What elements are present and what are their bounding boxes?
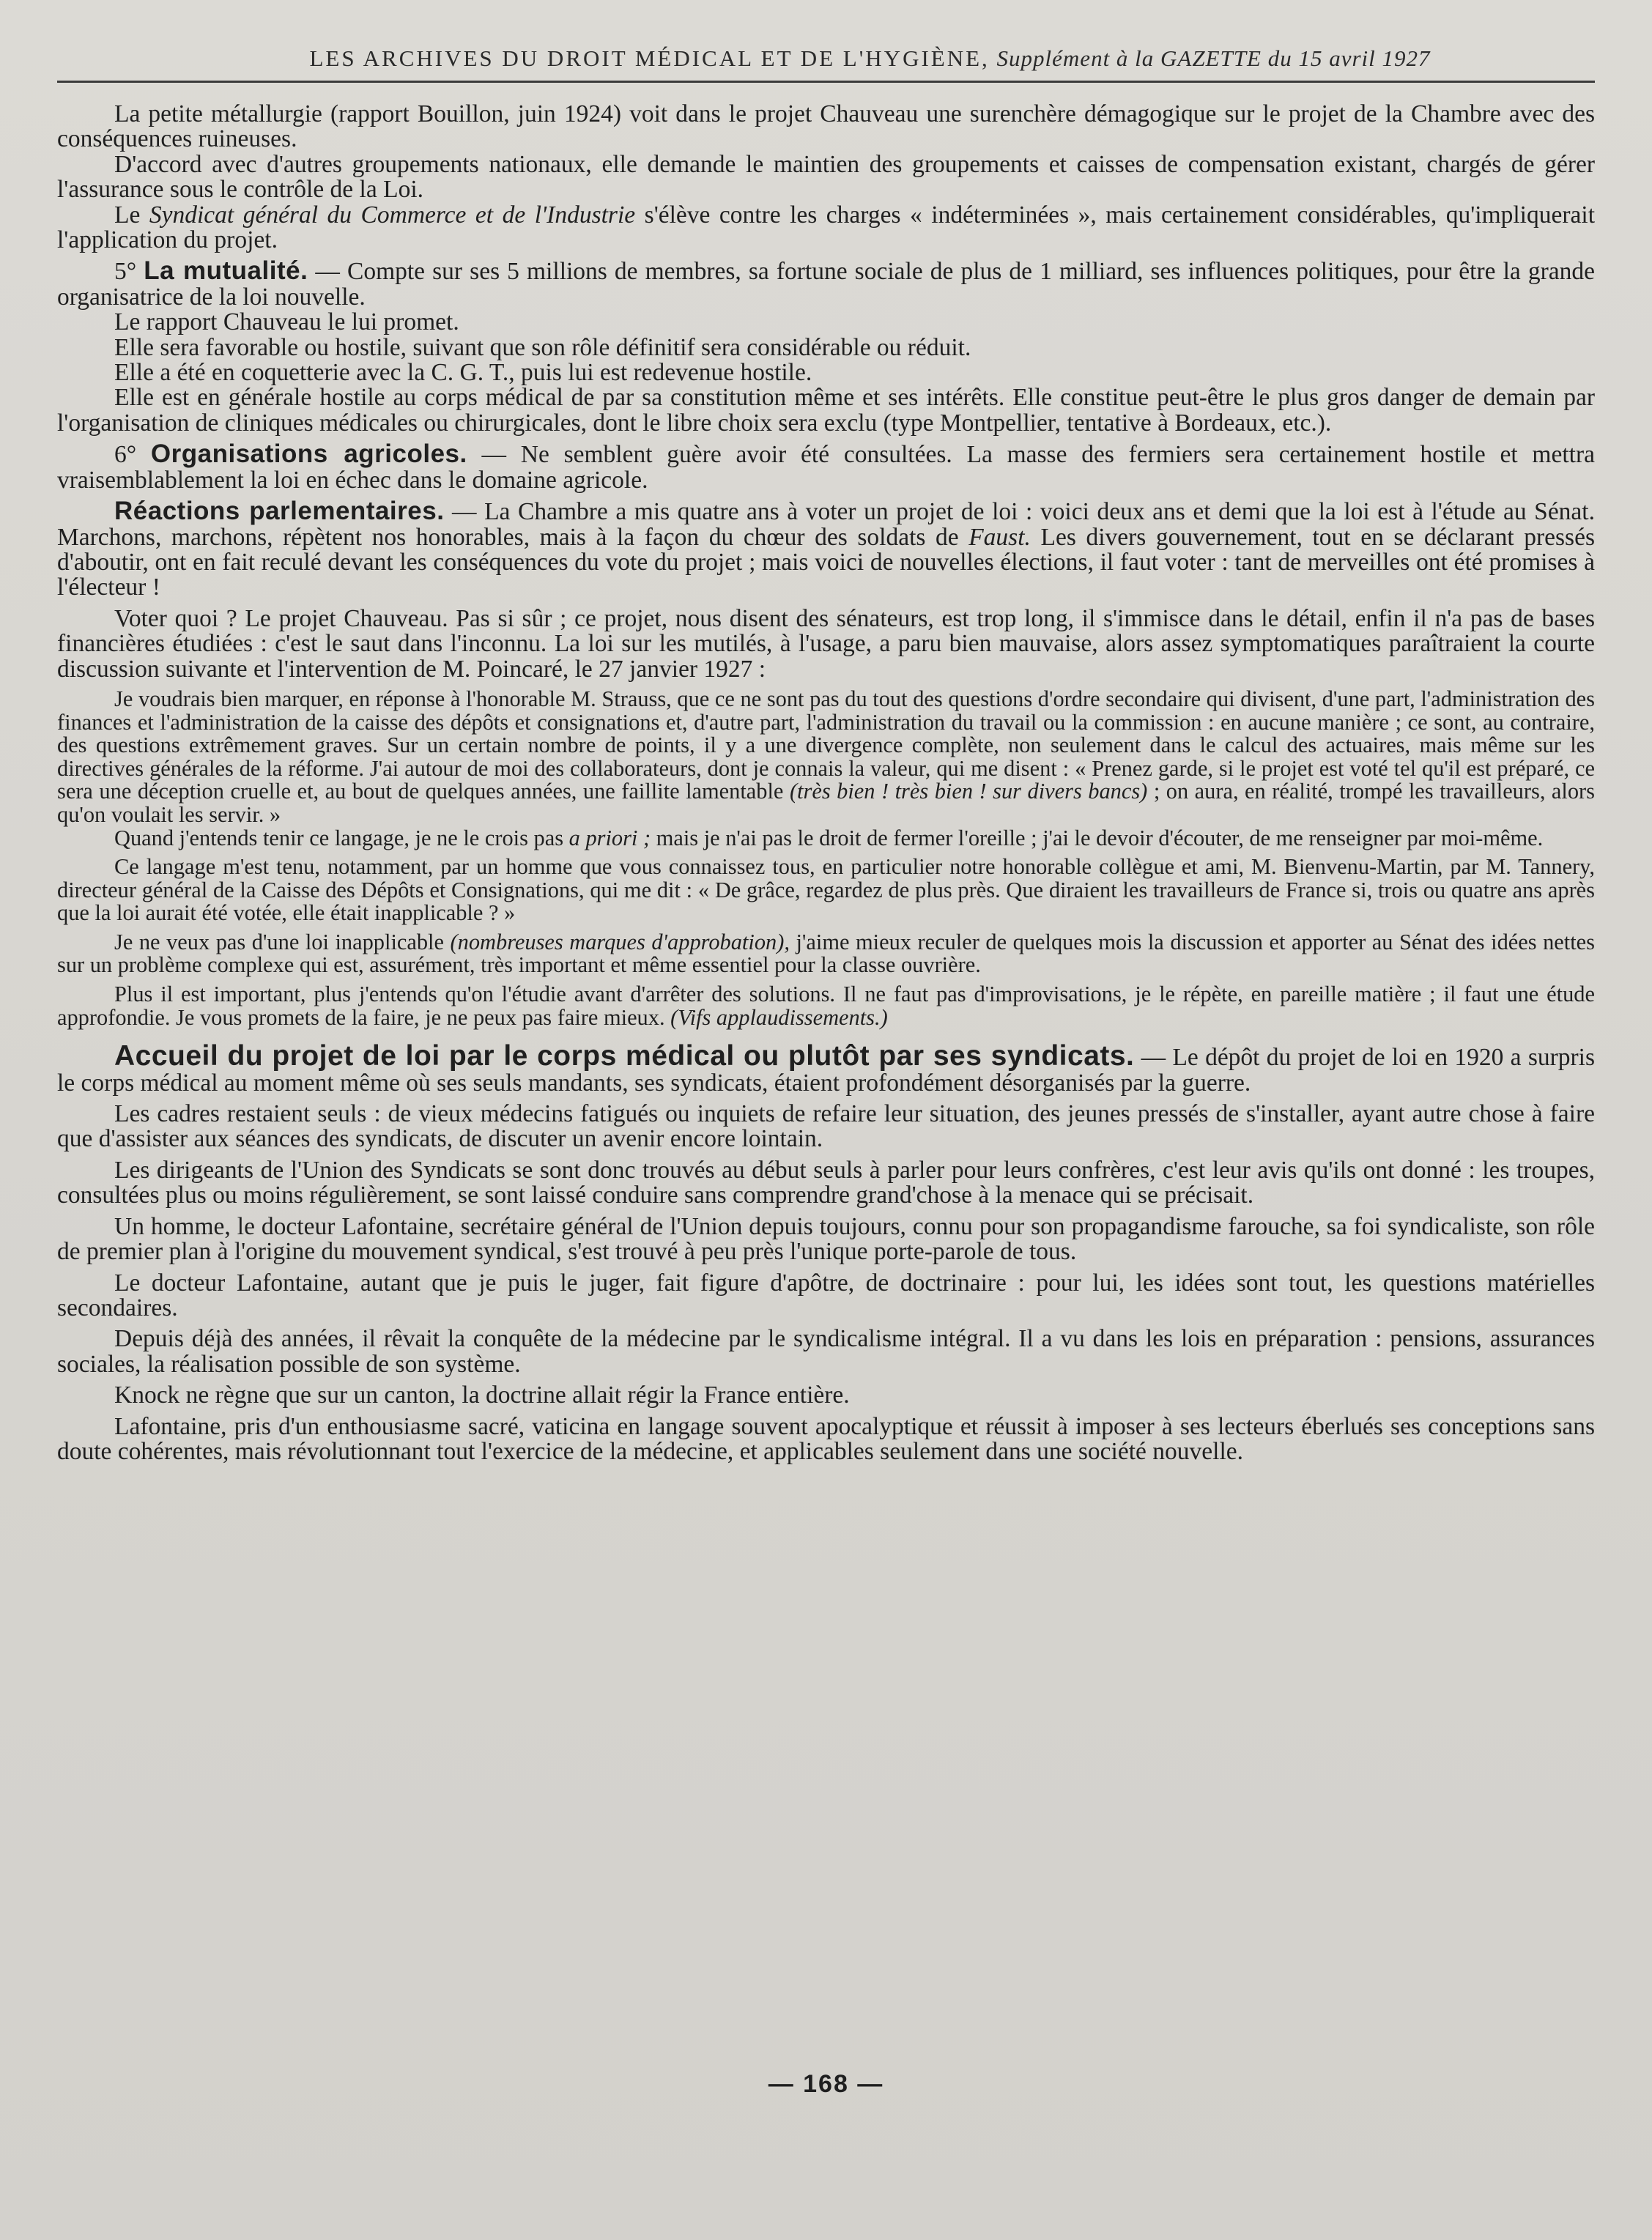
supplement-line: Supplément à la GAZETTE du 15 avril 1927 <box>996 45 1431 71</box>
paragraph-knock: Knock ne règne que sur un canton, la doctrine allait régir la France entière. <box>114 1382 850 1409</box>
quote-poincare-4: Je ne veux pas d'une loi inapplicable (nombreuses marques d'approbation), j'aime mieux reculer de quelques mois la discussion et apporter au Sénat des idées nettes sur un problème complexe qui est, assurément, très important et même essentiel pour la classe ouvrière. <box>57 929 1595 978</box>
paragraph-syndicat-commerce: Le Syndicat général du Commerce et de l'Industrie s'élève contre les charges « indéterminées », mais certainement considérables, qu'impliquerait l'application du projet. <box>57 201 1596 254</box>
paragraph-rapport-chauveau: Le rapport Chauveau le lui promet. <box>114 308 459 336</box>
section-organisations-agricoles: 6° Organisations agricoles. — Ne semblent guère avoir été consultées. La masse des fermiers sera certainement hostile et mettra vraisemblablement la loi en échec dans le domaine agricole. <box>57 440 1595 494</box>
section-heading-accueil: Accueil du projet de loi par le corps médical ou plutôt par ses syndicats. <box>114 1040 1135 1072</box>
paragraph-cadres: Les cadres restaient seuls : de vieux médecins fatigués ou inquiets de refaire leur situation, des jeunes pressés de s'installer, ayant autre chose à faire que d'assister aux séances des syndicats, de discuter un avenir encore lointain. <box>57 1100 1595 1153</box>
section-heading-reactions: Réactions parlementaires. <box>114 497 445 526</box>
paragraph-dirigeants: Les dirigeants de l'Union des Syndicats se sont donc trouvés au début seuls à parler pour leurs confrères, c'est leur avis qu'ils ont donné : les troupes, consultées plus ou moins régulièrement, se sont laissé conduire sans comprendre grand'chose à la menace qui se précisait. <box>57 1156 1595 1209</box>
page-number: — 168 — <box>768 2070 884 2098</box>
section-heading-agricoles: Organisations agricoles. <box>150 440 467 469</box>
journal-title: LES ARCHIVES DU DROIT MÉDICAL ET DE L'HYGIÈNE, <box>309 45 990 71</box>
section-heading-mutualite: La mutualité. <box>144 256 308 286</box>
quote-poincare-1: Je voudrais bien marquer, en réponse à l'honorable M. Strauss, que ce ne sont pas du tout des questions d'ordre secondaire qui divisent, d'une part, l'administration des finances et l'administration de la caisse des dépôts et consignations et, d'autre part, l'administration du travail ou la commission : en aucune manière ; ce sont, au contraire, des questions extrêmement graves. Sur un certain nombre de points, il y a une divergence complète, non seulement dans le calcul des actuaires, mais même sur les directives générales de la réforme. J'ai autour de moi des collaborateurs, dont je connais la valeur, qui me disent : « Prenez garde, si le projet est voté tel qu'il est préparé, ce sera une déception cruelle et, au bout de quelques années, une faillite lamentable (très bien ! très bien ! sur divers bancs) ; on aura, en réalité, trompé les travailleurs, alors qu'on voulait les servir. » <box>57 686 1595 827</box>
paragraph-voter-quoi: Voter quoi ? Le projet Chauveau. Pas si sûr ; ce projet, nous disent des sénateurs, est trop long, il s'immisce dans le détail, enfin il n'a pas de bases financières étudiées : c'est le saut dans l'inconnu. La loi sur les mutilés, à l'usage, a paru bien mauvaise, alors assez symptomatiques paraîtraient la courte discussion suivante et l'intervention de M. Poincaré, le 27 janvier 1927 : <box>57 604 1595 683</box>
syndicat-name: Syndicat général du Commerce et de l'Industrie <box>149 201 636 229</box>
quote-poincare-5: Plus il est important, plus j'entends qu'on l'étudie avant d'arrêter des solutions. Il ne faut pas d'improvisations, je le répète, en pareille matière ; il faut une étude approfondie. Je vous promets de la faire, je ne peux pas faire mieux. (Vifs applaudissements.) <box>57 982 1595 1030</box>
paragraph-enthousiasme: Lafontaine, pris d'un enthousiasme sacré, vaticina en langage souvent apocalyptique et réussit à imposer à ses lecteurs éberlués ses conceptions sans doute cohérentes, mais révolutionnant tout l'exercice de la médecine, et applicables seulement dans une société nouvelle. <box>57 1412 1595 1465</box>
article-body <box>57 102 1595 1464</box>
paragraph-favorable-hostile: Elle sera favorable ou hostile, suivant que son rôle définitif sera considérable ou réduit. <box>114 333 971 361</box>
quote-poincare-3: Ce langage m'est tenu, notamment, par un homme que vous connaissez tous, en particulier notre honorable collègue et ami, M. Bienvenu-Martin, par M. Tannery, directeur général de la Caisse des Dépôts et Consignations, qui me dit : « De grâce, regardez de plus près. Que diraient les travailleurs de France si, trois ou quatre ans après que la loi aurait été votée, elle était inapplicable ? » <box>57 854 1595 926</box>
paragraph-metallurgie: La petite métallurgie (rapport Bouillon, juin 1924) voit dans le projet Chauveau une surenchère démagogique sur le projet de la Chambre avec des conséquences ruineuses. <box>57 100 1595 153</box>
header-rule <box>57 81 1595 83</box>
paragraph-coquetterie: Elle a été en coquetterie avec la C. G. T., puis lui est redevenue hostile. <box>114 359 812 387</box>
quote-poincare-2: Quand j'entends tenir ce langage, je ne le crois pas a priori ; mais je n'ai pas le droit de fermer l'oreille ; j'ai le devoir d'écouter, de me renseigner par moi-même. <box>114 825 1544 850</box>
paragraph-syndicalisme: Depuis déjà des années, il rêvait la conquête de la médecine par le syndicalisme intégral. Il a vu dans les lois en préparation : pensions, assurances sociales, la réalisation possible de son système. <box>57 1325 1595 1378</box>
paragraph-lafontaine-2: Le docteur Lafontaine, autant que je puis le juger, fait figure d'apôtre, de doctrinaire : pour lui, les idées sont tout, les questions matérielles secondaires. <box>57 1269 1595 1321</box>
running-header <box>57 45 1595 72</box>
paragraph-lafontaine-1: Un homme, le docteur Lafontaine, secrétaire général de l'Union depuis toujours, connu pour son propagandisme farouche, sa foi syndicaliste, son rôle de premier plan à l'origine du mouvement syndical, s'est trouvé à peu près l'unique porte-parole de tous. <box>57 1212 1595 1266</box>
paragraph-groupements: D'accord avec d'autres groupements nationaux, elle demande le maintien des groupements et caisses de compensation existant, chargés de gérer l'assurance sous le contrôle de la Loi. <box>57 150 1595 204</box>
section-reactions-parlementaires: Réactions parlementaires. — La Chambre a mis quatre ans à voter un projet de loi : voici deux ans et demi que la loi est à l'étude au Sénat. Marchons, marchons, répètent nos honorables, mais à la façon du chœur des soldats de Faust. Les divers gouvernement, tout en se déclarant pressés d'aboutir, ont en fait reculé devant les conséquences du vote du projet ; mais voici de nouvelles élections, il faut voter : tant de merveilles ont été promises à l'électeur ! <box>57 497 1595 601</box>
paragraph-hostile-corps-medical: Elle est en générale hostile au corps médical de par sa constitution même et ses intérêts. Elle constitue peut-être le plus gros danger de demain par l'organisation de cliniques médicales ou chirurgicales, dont le libre choix sera exclu (type Montpellier, tentative à Bordeaux, etc.). <box>57 384 1595 437</box>
section-mutualite: 5° La mutualité. — Compte sur ses 5 millions de membres, sa fortune sociale de plus de 1 milliard, ses influences politiques, pour être la grande organisatrice de la loi nouvelle. <box>57 256 1595 311</box>
section-accueil-projet: Accueil du projet de loi par le corps médical ou plutôt par ses syndicats. — Le dépôt du projet de loi en 1920 a surpris le corps médical au moment même où ses seuls mandants, ses syndicats, étaient profondément désorganisés par la guerre. <box>57 1040 1596 1097</box>
